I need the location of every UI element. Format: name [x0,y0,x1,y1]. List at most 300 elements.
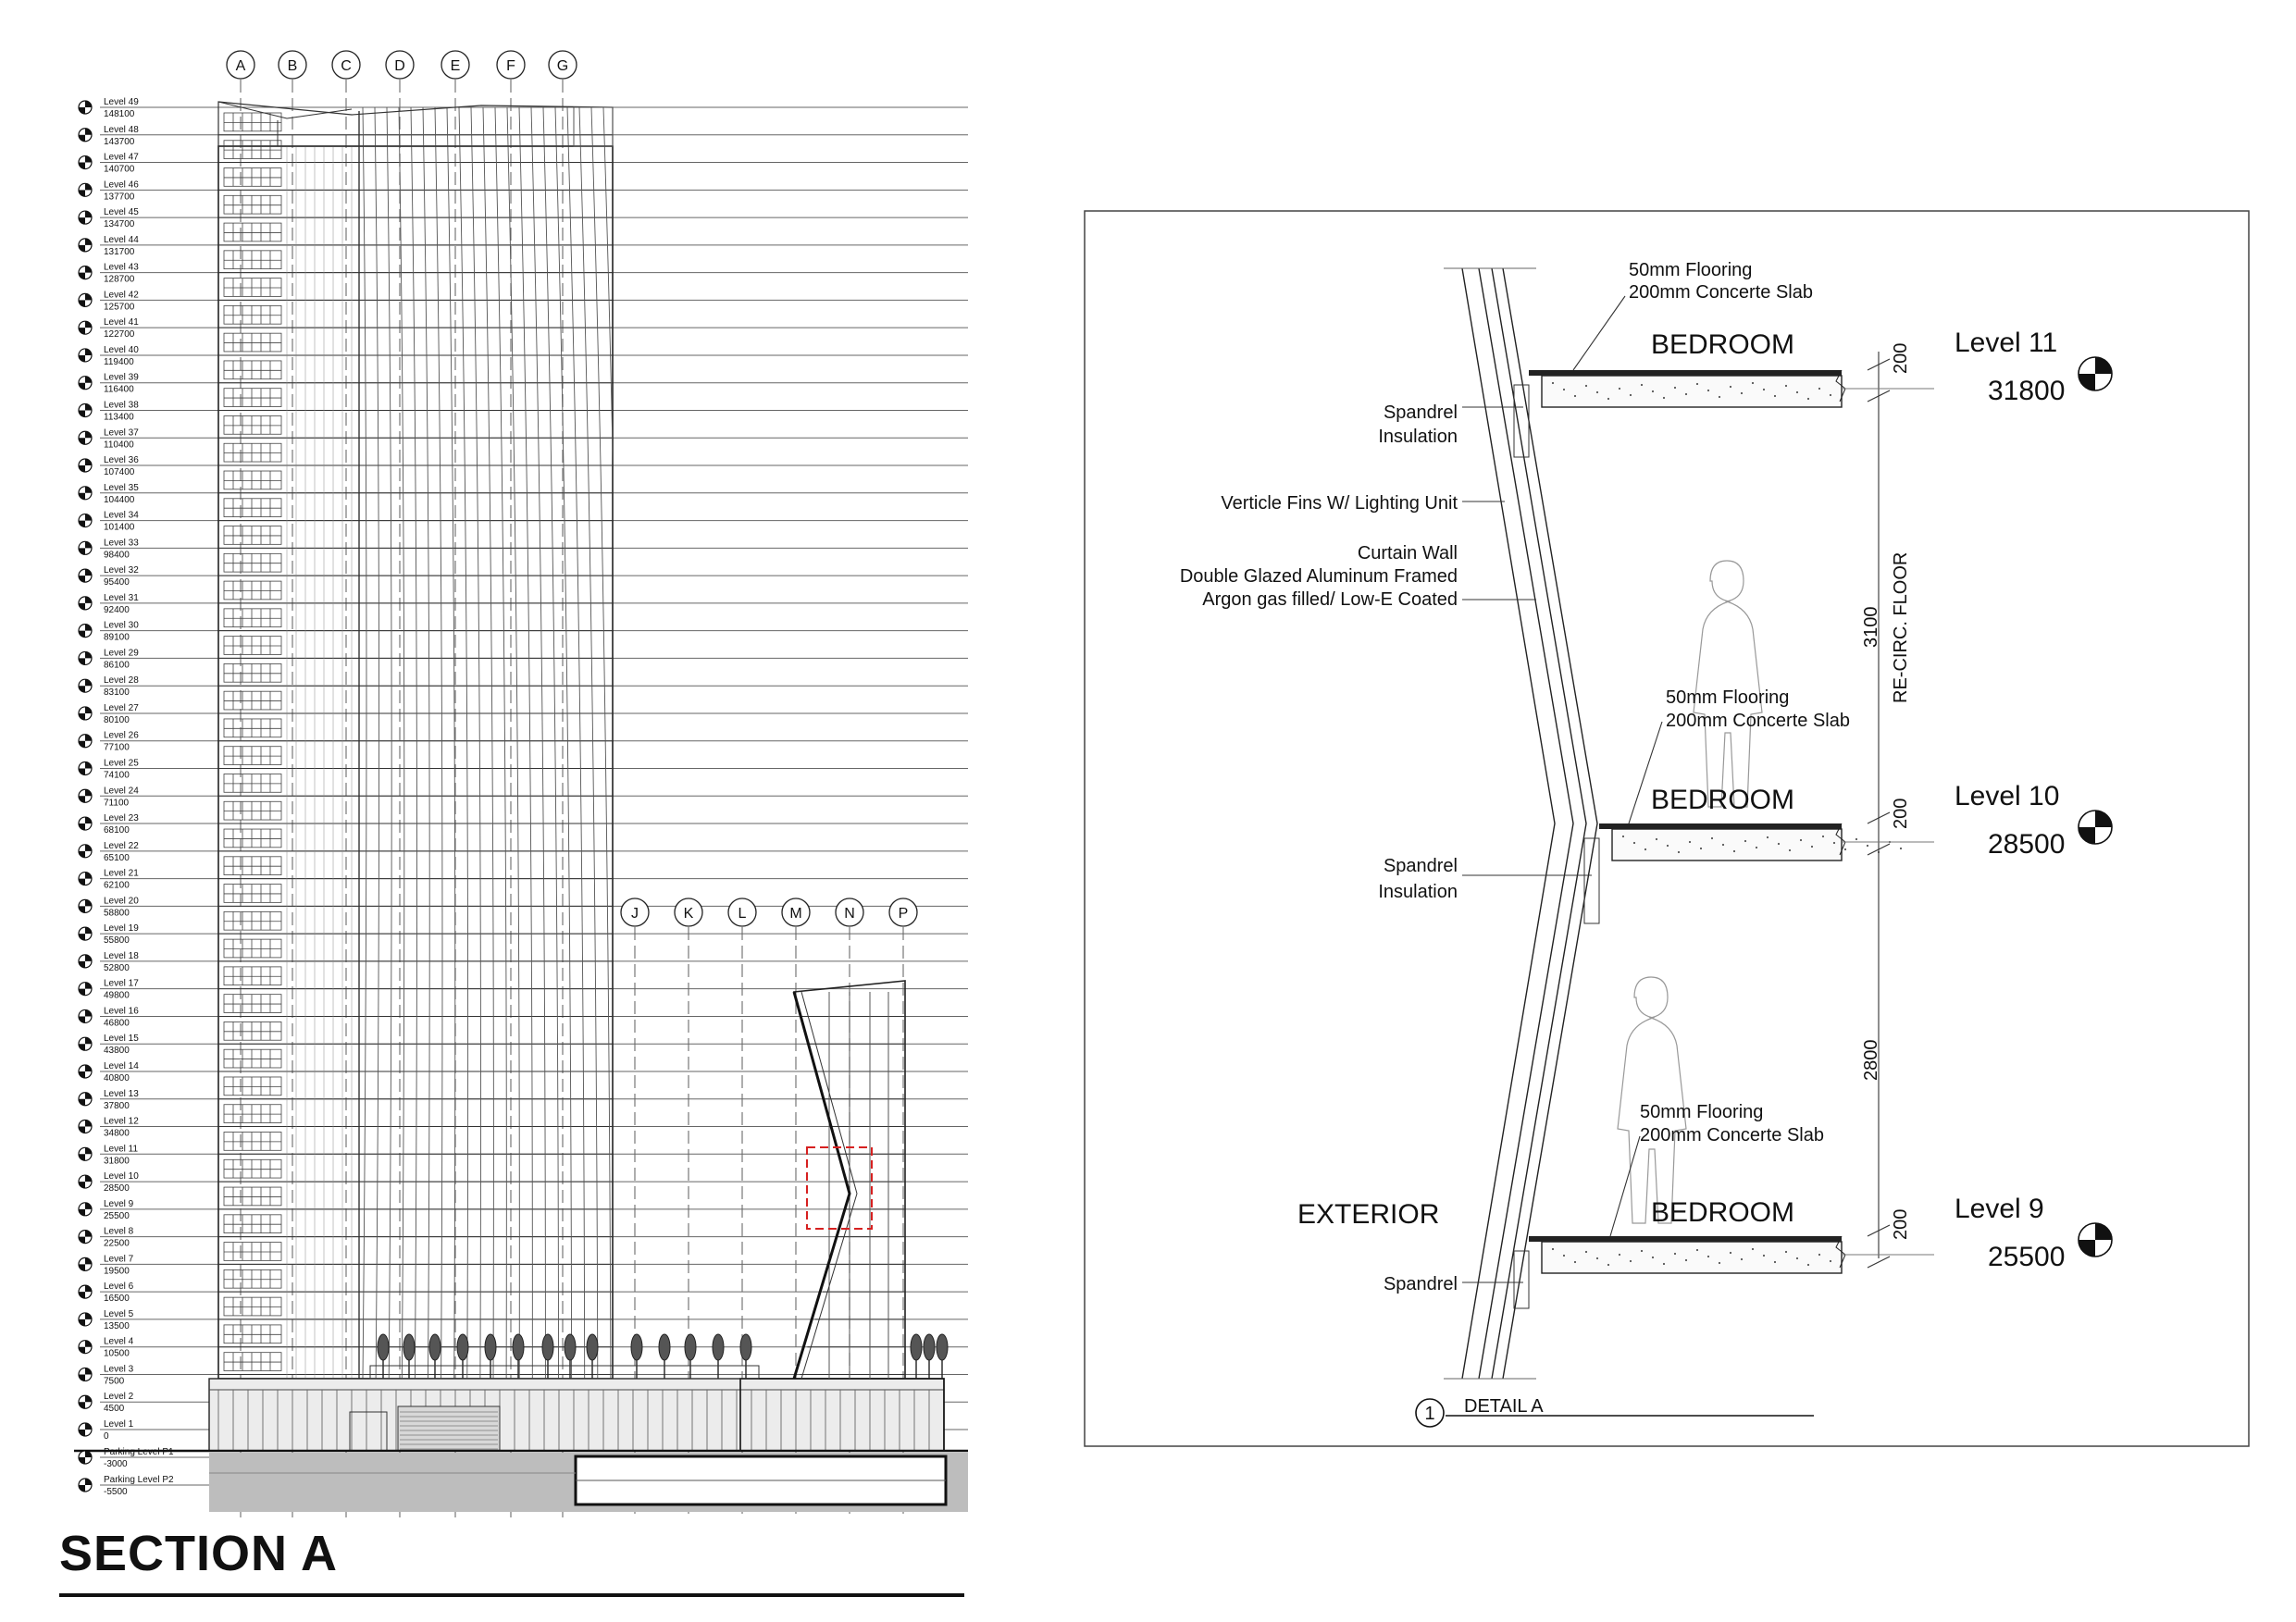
level-elevation: 25500 [104,1210,130,1221]
level-name: Level 19 [104,923,139,935]
level-datum-fill [85,845,92,851]
slab-note-l9: 200mm Concerte Slab [1640,1125,1824,1145]
level-elevation: 143700 [104,136,135,147]
concrete-aggregate [1733,850,1735,852]
level-marker [79,1309,134,1331]
grid-label: A [235,58,246,74]
concrete-aggregate [1855,838,1857,840]
level-name: Level 5 [104,1308,134,1319]
tree-canopy [937,1334,948,1360]
level-elevation: 122700 [104,329,135,340]
level-datum-fill [85,1313,92,1319]
level-name: Level 6 [104,1282,134,1293]
ground-and-parking [74,1451,968,1512]
level-datum-fill [2079,374,2095,390]
mullion-line [591,107,611,1379]
concrete-aggregate [1763,1255,1765,1257]
level-datum-fill [85,459,92,465]
level-datum-fill [85,1093,92,1099]
detail-number: 1 [1424,1404,1435,1424]
balcony-rail [224,113,281,131]
level-datum-fill [79,741,85,748]
concrete-aggregate [1900,848,1902,849]
level-markers [79,97,174,1497]
balcony-rail [224,1021,281,1040]
concrete-aggregate [1678,851,1680,853]
concrete-aggregate [1741,392,1743,394]
level-datum-fill [85,1175,92,1182]
level-datum-fill [85,762,92,769]
level-elevation: 98400 [104,550,130,561]
balcony-rail [224,141,281,159]
level-datum-fill [79,217,85,224]
concrete-aggregate [1774,1261,1776,1263]
level-elevation: 55800 [104,935,130,947]
tree-canopy [378,1334,389,1360]
level-name: Level 3 [104,1364,134,1375]
level-elevation: 125700 [104,302,135,313]
slab-note-l10: 200mm Concerte Slab [1666,711,1850,731]
grid-label: L [738,906,747,922]
level-marker [79,759,139,781]
concrete-aggregate [1596,391,1598,393]
level-elevation: 101400 [104,522,135,533]
insulation-label-mid: Insulation [1378,882,1458,902]
level-name: Level 48 [104,124,139,135]
level-datum-fill [79,1457,85,1464]
level-datum-fill [85,1368,92,1374]
grid-bubble [386,51,414,79]
terrace-planting [370,1334,948,1379]
dim-slab-l11: 200 [1891,342,1911,374]
level-elevation: 49800 [104,990,130,1001]
level-name: Level 15 [104,1034,139,1045]
balcony-rail [224,829,281,848]
concrete-aggregate [1752,1248,1754,1250]
level-marker [79,400,139,422]
level-datum-fill [79,135,85,142]
level-marker [79,951,139,973]
tree-canopy [587,1334,598,1360]
tree-canopy [542,1334,553,1360]
level-name: Level 34 [104,510,139,521]
level-datum-fill [85,211,92,217]
tree-icon [937,1334,948,1379]
level-elevation: 80100 [104,714,130,725]
level-datum-fill [85,349,92,355]
level-elevation: 128700 [104,274,135,285]
level-marker [79,125,139,147]
level-name: Level 4 [104,1336,134,1347]
concrete-aggregate [1811,846,1813,848]
room-label-l11: BEDROOM [1651,329,1795,360]
level-name: Level 22 [104,840,139,851]
level-datum-fill [79,796,85,802]
concrete-aggregate [1767,836,1769,838]
grid-label: J [631,906,639,922]
level-datum-fill [79,934,85,940]
mullion-line [447,107,455,1379]
level-name: Level 49 [104,97,139,107]
level-name: Level 12 [104,1116,139,1127]
concrete-aggregate [1685,393,1687,395]
tree-canopy [429,1334,441,1360]
grid-bubble [675,898,702,926]
tree-canopy [457,1334,468,1360]
level-marker [79,538,139,560]
dimension-lines [1842,352,1934,1268]
level-datum-fill [85,899,92,906]
grid-bubble [227,51,254,79]
balcony-rail [224,1049,281,1068]
level-elevation: 113400 [104,412,134,423]
tree-icon [542,1334,553,1379]
balcony-rail [224,995,281,1013]
slab [1529,370,1845,407]
level-datum-fill [85,514,92,521]
concrete-aggregate [1796,1257,1798,1259]
level-elevation: 19500 [104,1266,130,1277]
level-elevation: 22500 [104,1238,130,1249]
concrete-aggregate [1596,1257,1598,1259]
level-datum-fill [2095,357,2112,374]
tree-icon [485,1334,496,1379]
tree-canopy [911,1334,922,1360]
level-datum-fill [85,101,92,107]
concrete-aggregate [1619,388,1620,390]
level-datum-fill [79,769,85,775]
level-datum-fill [85,927,92,934]
level-name: Level 31 [104,592,139,603]
detail-level-elevation: 25500 [1988,1242,2066,1272]
tree-canopy [685,1334,696,1360]
concrete-aggregate [1711,837,1713,839]
concrete-aggregate [1574,395,1576,397]
level-datum-fill [85,431,92,438]
mullion-line [459,107,468,1379]
level-name: Level 7 [104,1254,134,1265]
curtain-wall-line-2: Double Glazed Aluminum Framed [1179,566,1458,587]
level-datum-fill [85,156,92,163]
concrete-aggregate [1830,1260,1831,1262]
level-elevation: 140700 [104,164,135,175]
grid-bubble [279,51,306,79]
mullion-line [471,107,480,1379]
concrete-aggregate [1700,848,1702,849]
level-datum-fill [85,625,92,631]
level-marker [79,1337,134,1359]
concrete-aggregate [1667,845,1669,847]
tree-canopy [631,1334,642,1360]
level-datum-fill [85,541,92,548]
level-datum-fill [79,1347,85,1354]
level-datum-fill [79,631,85,638]
concrete-slab [1612,829,1842,861]
level-marker [79,483,139,505]
detail-level-name: Level 9 [1955,1194,2044,1224]
level-datum-fill [85,1203,92,1209]
level-marker [79,1419,134,1442]
level-datum-fill [85,129,92,135]
level-elevation: 40800 [104,1072,130,1083]
mullion-line [531,107,545,1379]
concrete-aggregate [1785,1251,1787,1253]
grid-label: E [450,58,461,74]
level-datum-fill [85,377,92,383]
level-marker [79,1144,139,1166]
level-datum-fill [85,817,92,823]
level-name: Level 18 [104,950,139,961]
concrete-aggregate [1844,848,1846,850]
balcony-rail [224,774,281,793]
level-datum-fill [79,1430,85,1436]
balcony-rail [224,443,281,462]
level-datum-fill [85,1065,92,1071]
level-name: Level 20 [104,896,139,907]
level-name: Level 39 [104,372,139,383]
level-datum-fill [79,1485,85,1492]
level-marker [79,675,139,698]
balcony-rail [224,1159,281,1178]
tree-icon [911,1334,922,1379]
level-datum-fill [85,735,92,741]
mullion-line [375,107,379,1379]
concrete-aggregate [1722,844,1724,846]
level-name: Level 14 [104,1060,139,1071]
level-elevation: 13500 [104,1320,130,1331]
grid-label: F [506,58,515,74]
concrete-aggregate [1552,382,1554,384]
grid-bubble [549,51,577,79]
concrete-aggregate [1774,395,1776,397]
balcony-rail [224,581,281,600]
grid-bubble [836,898,863,926]
level-marker [79,593,139,615]
level-elevation: 74100 [104,770,130,781]
balcony-rail [224,1077,281,1096]
recirc-floor-label: RE-CIRC. FLOOR [1891,551,1911,703]
concrete-aggregate [1652,1257,1654,1258]
level-marker [79,621,139,643]
level-marker [79,1171,139,1194]
level-marker [79,1475,174,1497]
level-marker [79,235,139,257]
tower-body [218,102,637,1379]
level-marker [79,813,139,836]
slab-note-l11: 200mm Concerte Slab [1629,282,1813,303]
concrete-aggregate [1585,385,1587,387]
level-datum-fill [79,879,85,885]
tree-canopy [403,1334,415,1360]
concrete-aggregate [1818,388,1820,390]
level-marker [79,1089,139,1111]
grid-label: N [844,906,855,922]
level-marker [79,1282,134,1304]
concrete-aggregate [1663,397,1665,399]
level-datum-fill [79,1154,85,1160]
level-name: Level 33 [104,538,139,549]
balcony-rail [224,1297,281,1316]
spandrel-label-lower: Spandrel [1383,1274,1458,1294]
spandrel-label-mid: Spandrel [1383,856,1458,876]
level-datum-fill [79,493,85,500]
spandrel-label-upper: Spandrel [1383,402,1458,423]
level-datum-fill [79,300,85,306]
curtain-wall-line-3: Argon gas filled/ Low-E Coated [1202,589,1458,610]
grid-bubbles [227,51,917,926]
level-name: Parking Level P1 [104,1447,174,1457]
level-marker [79,1392,134,1414]
level-datum-fill [79,713,85,720]
level-name: Level 1 [104,1419,134,1430]
concrete-aggregate [1796,391,1798,393]
level-elevation: 77100 [104,742,130,753]
level-marker [79,455,139,477]
level-datum-fill [79,410,85,416]
level-datum-fill [79,1237,85,1244]
level-marker [79,731,139,753]
concrete-aggregate [1674,1253,1676,1255]
level-name: Parking Level P2 [104,1475,174,1485]
level-marker [79,923,139,946]
concrete-aggregate [1685,1259,1687,1261]
low-rise-block [794,981,905,1379]
level-elevation: 4500 [104,1404,125,1415]
level-datum-fill [85,679,92,686]
concrete-aggregate [1652,390,1654,392]
level-marker [79,427,139,450]
level-marker [79,1199,134,1221]
level-marker [79,703,139,725]
level-name: Level 43 [104,262,139,273]
level-marker [79,786,139,808]
balcony-rail [224,747,281,765]
concrete-aggregate [1644,848,1646,850]
grid-bubble [889,898,917,926]
level-datum-fill [85,597,92,603]
level-name: Level 16 [104,1006,139,1017]
dim-floor-upper: 3100 [1861,606,1881,648]
mullion-line [483,107,493,1379]
level-name: Level 26 [104,730,139,741]
concrete-aggregate [1789,849,1791,851]
flooring-layer [1529,370,1842,376]
balcony-rail [224,1133,281,1151]
level-name: Level 36 [104,455,139,466]
level-elevation: 7500 [104,1376,125,1387]
tree-canopy [924,1334,935,1360]
mullion-line [603,107,624,1379]
concrete-aggregate [1696,383,1698,385]
dim-floor-lower: 2800 [1861,1039,1881,1081]
grid-label: D [394,58,405,74]
concrete-aggregate [1607,1264,1609,1266]
level-name: Level 24 [104,786,139,797]
level-name: Level 30 [104,620,139,631]
level-name: Level 13 [104,1088,139,1099]
detail-level-elevation: 31800 [1988,376,2066,406]
balcony-rail [224,195,281,214]
level-name: Level 29 [104,648,139,659]
balcony-rail [224,333,281,352]
concrete-aggregate [1822,836,1824,837]
tree-icon [457,1334,468,1379]
concrete-aggregate [1741,1258,1743,1260]
tree-icon [685,1334,696,1379]
balcony-rail [224,305,281,324]
level-name: Level 21 [104,868,139,879]
level-elevation: 16500 [104,1294,130,1305]
concrete-aggregate [1818,1254,1820,1256]
level-elevation: 65100 [104,852,130,863]
level-marker [79,263,139,285]
flooring-note-l9: 50mm Flooring [1640,1102,1764,1122]
level-name: Level 40 [104,344,139,355]
grid-bubble [441,51,469,79]
flooring-note-l11: 50mm Flooring [1629,260,1753,280]
detail-level-name: Level 10 [1955,781,2060,811]
concrete-aggregate [1630,1260,1632,1262]
grid-bubble [621,898,649,926]
level-elevation: 95400 [104,577,130,588]
level-marker [79,97,139,119]
tree-canopy [659,1334,670,1360]
balcony-rail [224,885,281,903]
tree-icon [565,1334,576,1379]
concrete-aggregate [1696,1249,1698,1251]
level-datum-fill [85,789,92,796]
level-datum-fill [85,651,92,658]
section-title-underline [59,1593,964,1597]
level-name: Level 38 [104,400,139,411]
balcony-rail [224,939,281,958]
level-datum-fill [85,1231,92,1237]
balcony-rail [224,526,281,545]
level-datum-fill [79,190,85,196]
balcony-rail [224,361,281,379]
level-name: Level 28 [104,675,139,687]
level-elevation: 62100 [104,880,130,891]
scale-figures [1618,561,1762,1223]
concrete-aggregate [1619,1254,1620,1256]
level-datum-fill [85,873,92,879]
concrete-aggregate [1622,836,1624,837]
balcony-rail [224,663,281,682]
level-elevation: 134700 [104,219,135,230]
grid-label: B [287,58,298,74]
fins-note: Verticle Fins W/ Lighting Unit [1221,493,1458,514]
level-marker [79,317,139,340]
level-datum-fill [79,1044,85,1050]
grid-bubble [332,51,360,79]
grid-label: C [341,58,352,74]
balcony-rail [224,553,281,572]
level-datum-fill [85,1037,92,1044]
level-datum-fill [79,245,85,252]
level-marker [79,345,139,367]
level-marker [79,979,139,1001]
level-elevation: 58800 [104,908,130,919]
tree-icon [378,1334,389,1379]
concrete-aggregate [1707,1256,1709,1257]
level-datum-fill [79,851,85,858]
level-marker [79,648,139,670]
level-datum-fill [85,321,92,328]
level-datum-fill [85,569,92,576]
level-datum-fill [85,403,92,410]
level-name: Level 9 [104,1198,134,1209]
detail-level-name: Level 11 [1955,328,2058,358]
